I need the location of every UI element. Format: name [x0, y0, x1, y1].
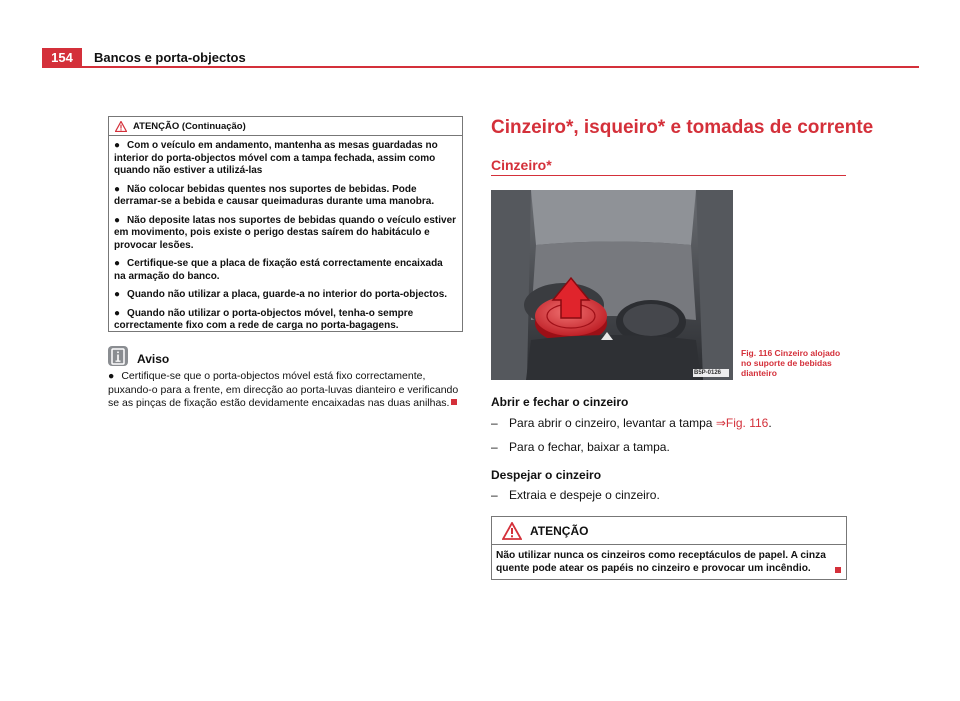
warning-item: ● Quando não utilizar o porta-objectos móvel, tenha-o sempre correctamente fixo com a rede de carga no porta-bagagens.: [114, 307, 414, 331]
warning-text: Não utilizar nunca os cinzeiros como receptáculos de papel. A cinza quente pode atear os papéis no cinzeiro e provocar um incêndio.: [496, 550, 826, 574]
bullet-icon: ●: [114, 140, 121, 151]
dash-icon: –: [491, 416, 498, 430]
warning-title: ATENÇÃO: [530, 523, 589, 538]
bullet-icon: ●: [114, 214, 121, 226]
bullet-icon: ●: [108, 370, 115, 382]
warning-item: ● Não colocar bebidas quentes nos suportes de bebidas. Pode derramar-se a bebida e causar queimaduras durante uma manobra.: [114, 183, 435, 207]
warning-item: ● Quando não utilizar a placa, guarde-a no interior do porta-objectos.: [114, 289, 448, 300]
warning-box: [491, 516, 847, 580]
bullet-icon: ●: [114, 258, 121, 269]
warning-continued-box: [108, 116, 463, 332]
figure-code: B5P-0126: [694, 370, 722, 376]
bullet-icon: ●: [114, 289, 121, 300]
warning-item: ● Não deposite latas nos suportes de bebidas quando o veículo estiver em movimento, pois existe o perigo destas saírem do habitáculo e provocar lesões.: [114, 214, 457, 251]
subsection-rule: [491, 175, 846, 176]
info-note-icon: [108, 346, 128, 366]
section-title: Cinzeiro*, isqueiro* e tomadas de corrente: [491, 117, 874, 138]
dash-icon: –: [491, 488, 498, 502]
figure-caption: Fig. 116 Cinzeiro alojado no suporte de bebidas dianteiro: [741, 348, 841, 378]
figure-reference-link[interactable]: ⇒Fig. 116: [715, 416, 769, 430]
warning-title: ATENÇÃO (Continuação): [133, 120, 246, 132]
warning-triangle-icon: [115, 121, 127, 132]
heading-empty: Despejar o cinzeiro: [491, 468, 602, 482]
warning-item: ● Certifique-se que a placa de fixação está correctamente encaixada na armação do banco.: [114, 258, 443, 282]
subsection-title: Cinzeiro*: [491, 157, 552, 173]
chapter-title: Bancos e porta-objectos: [94, 50, 246, 65]
warning-body: [109, 136, 462, 333]
ashtray-photo: [491, 190, 733, 380]
bullet-icon: ●: [114, 183, 121, 195]
warning-item: ● Com o veículo em andamento, mantenha as mesas guardadas no interior do porta-objectos móvel com a tampa fechada, assim como quando não estiver a utilizá-las: [114, 140, 438, 176]
dash-icon: –: [491, 440, 498, 454]
heading-open-close: Abrir e fechar o cinzeiro: [491, 395, 629, 409]
warning-header: [109, 117, 462, 136]
step-close: – Para o fechar, baixar a tampa.: [491, 440, 670, 454]
warning-triangle-icon: [502, 522, 522, 540]
step-empty: – Extraia e despeje o cinzeiro.: [491, 488, 660, 502]
note-text: ● Certifique-se que o porta-objectos móvel está fixo correctamente, puxando-o para a frente, em direcção ao porta-luvas dianteiro e verificando se as pinças de fixação estão devidamente encaixadas nas duas anilhas.: [108, 370, 459, 409]
note-title: Aviso: [137, 352, 170, 366]
bullet-icon: ●: [114, 307, 121, 319]
end-of-section-marker: [835, 567, 841, 573]
end-of-section-marker: [451, 399, 457, 405]
step-open: – Para abrir o cinzeiro, levantar a tampa ⇒Fig. 116.: [491, 416, 772, 430]
header-rule: [42, 66, 919, 68]
warning-header: [492, 517, 846, 545]
page-number: 154: [42, 48, 82, 66]
